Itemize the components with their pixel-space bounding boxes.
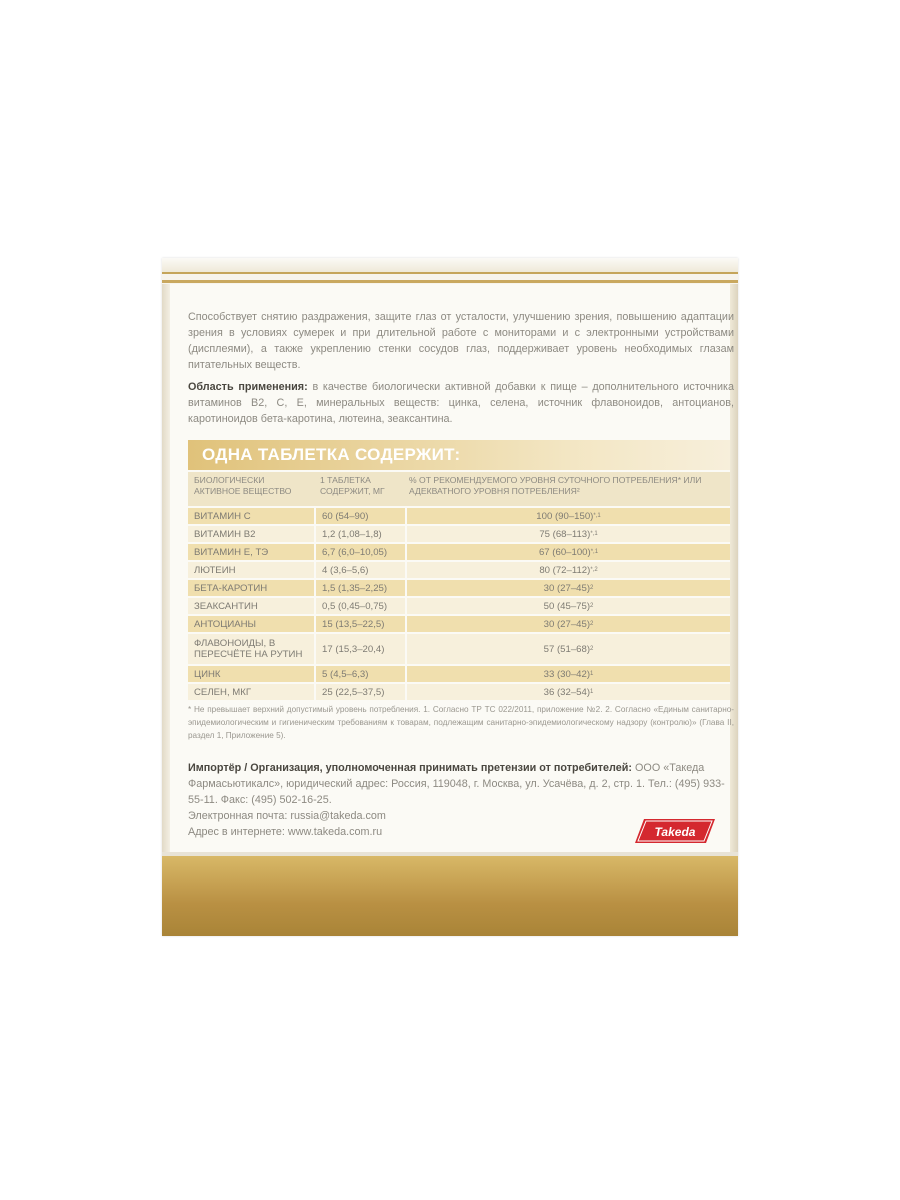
gold-stripe-top: [162, 280, 738, 283]
cell-percent: [407, 666, 730, 682]
gold-bottom-band: [162, 856, 738, 936]
cell-amount: 60 (54–90): [316, 508, 405, 524]
importer-label: Импортёр / Организация, уполномоченная принимать претензии от потребителей:: [188, 762, 633, 774]
cell-percent: [407, 684, 730, 700]
table-row: [188, 580, 730, 596]
table-row: [188, 616, 730, 632]
cell-amount: 17 (15,3–20,4): [316, 634, 405, 664]
header-amount: 1 ТАБЛЕТКА СОДЕРЖИТ, МГ: [320, 475, 385, 496]
cell-substance: ВИТАМИН С: [188, 508, 314, 524]
importer-site: Адрес в интернете: www.takeda.com.ru: [188, 826, 383, 838]
cell-percent: [407, 634, 730, 664]
table-header: [188, 472, 730, 506]
percent-footnote-ref: 2: [590, 603, 594, 609]
percent-value: 30 (27–45): [543, 618, 591, 630]
cell-substance: ФЛАВОНОИДЫ, В ПЕРЕСЧЁТЕ НА РУТИН: [188, 634, 314, 664]
logo-text: Takeda: [654, 825, 696, 839]
table-row: [188, 508, 730, 524]
cell-percent: [407, 544, 730, 560]
cell-substance: ЗЕАКСАНТИН: [188, 598, 314, 614]
table-row: [188, 598, 730, 614]
cell-substance: АНТОЦИАНЫ: [188, 616, 314, 632]
cell-percent: [407, 508, 730, 524]
table-row: [188, 562, 730, 578]
table-body: [188, 508, 730, 700]
box-top-flap: [162, 258, 738, 274]
cell-substance: ВИТАМИН Е, ТЭ: [188, 544, 314, 560]
cell-substance: ЦИНК: [188, 666, 314, 682]
cell-percent: [407, 598, 730, 614]
takeda-logo: [634, 818, 716, 844]
cell-amount: 6,7 (6,0–10,05): [316, 544, 405, 560]
percent-value: 30 (27–45): [543, 582, 591, 594]
cell-amount: 0,5 (0,45–0,75): [316, 598, 405, 614]
percent-value: 80 (72–112): [539, 564, 591, 576]
cell-amount: 25 (22,5–37,5): [316, 684, 405, 700]
cell-percent: [407, 562, 730, 578]
percent-value: 100 (90–150): [536, 510, 594, 522]
table-row: [188, 634, 730, 664]
cell-amount: 4 (3,6–5,6): [316, 562, 405, 578]
importer-text: ООО «Такеда Фармасьютикалс», юридический адрес: Россия, 119048, г. Москва, ул. Усачёва, д. 2, стр. 1. Тел.: (495) 933-55-11. Факс: (495) 502-16-25.: [188, 762, 725, 806]
table-title: ОДНА ТАБЛЕТКА СОДЕРЖИТ:: [188, 440, 730, 470]
percent-value: 50 (45–75): [543, 600, 591, 612]
table-row: [188, 544, 730, 560]
percent-footnote-ref: 2: [590, 646, 594, 652]
table-row: [188, 526, 730, 542]
application-label: Область применения:: [188, 381, 308, 393]
cell-substance: ВИТАМИН В2: [188, 526, 314, 542]
table-row: [188, 684, 730, 700]
cell-substance: ЛЮТЕИН: [188, 562, 314, 578]
percent-value: 57 (51–68): [543, 643, 591, 655]
percent-footnote-ref: *,1: [590, 549, 599, 555]
cell-amount: 15 (13,5–22,5): [316, 616, 405, 632]
percent-footnote-ref: *,1: [590, 531, 598, 537]
cell-percent: [407, 526, 730, 542]
header-substance: БИОЛОГИЧЕСКИ АКТИВНОЕ ВЕЩЕСТВО: [194, 475, 292, 496]
cell-percent: [407, 616, 730, 632]
cell-substance: СЕЛЕН, МКГ: [188, 684, 314, 700]
cell-amount: 1,2 (1,08–1,8): [316, 526, 405, 542]
percent-value: 75 (68–113): [539, 528, 591, 540]
cell-amount: 5 (4,5–6,3): [316, 666, 405, 682]
percent-footnote-ref: 2: [590, 621, 594, 627]
composition-table: [188, 472, 730, 702]
cell-amount: 1,5 (1,35–2,25): [316, 580, 405, 596]
application-area: [188, 379, 734, 427]
percent-value: 33 (30–42): [543, 668, 591, 680]
footnotes: * Не превышает верхний допустимый уровень потребления. 1. Согласно ТР ТС 022/2011, приложение №2. 2. Согласно «Единым санитарно-эпидемиологическим и гигиеническим требованиям к товарам, подлежащим санитарно-эпидемиологическому надзору (контролю)» (Глава II, раздел 1, Приложение 5).: [188, 705, 734, 740]
product-description: Способствует снятию раздражения, защите глаз от усталости, улучшению зрения, повышению адаптации зрения в условиях сумерек и при длительной работе с мониторами и с электронными устройствами (дисплеями), а также укреплению стенки сосудов глаз, поддерживает уровень необходимых глазам питательных веществ.: [188, 311, 734, 371]
table-row: [188, 666, 730, 682]
box-left-edge: [162, 284, 170, 856]
header-percent: % ОТ РЕКОМЕНДУЕМОГО УРОВНЯ СУТОЧНОГО ПОТРЕБЛЕНИЯ* ИЛИ АДЕКВАТНОГО УРОВНЯ ПОТРЕБЛЕНИЯ²: [409, 475, 702, 496]
cell-percent: [407, 580, 730, 596]
percent-value: 67 (60–100): [538, 546, 591, 558]
percent-footnote-ref: 1: [590, 671, 594, 677]
percent-footnote-ref: *,2: [590, 567, 598, 573]
percent-footnote-ref: 2: [590, 585, 594, 591]
percent-value: 36 (32–54): [543, 686, 591, 698]
percent-footnote-ref: *,1: [593, 513, 601, 519]
importer-email: Электронная почта: russia@takeda.com: [188, 810, 386, 822]
application-text: в качестве биологически активной добавки к пище – дополнительного источника витаминов В2, С, Е, минеральных веществ: цинка, селена, источник флавоноидов, антоцианов, каротиноидов бета-каротина, лютеина, зеаксантина.: [188, 381, 734, 425]
cell-substance: БЕТА-КАРОТИН: [188, 580, 314, 596]
percent-footnote-ref: 1: [590, 689, 594, 695]
